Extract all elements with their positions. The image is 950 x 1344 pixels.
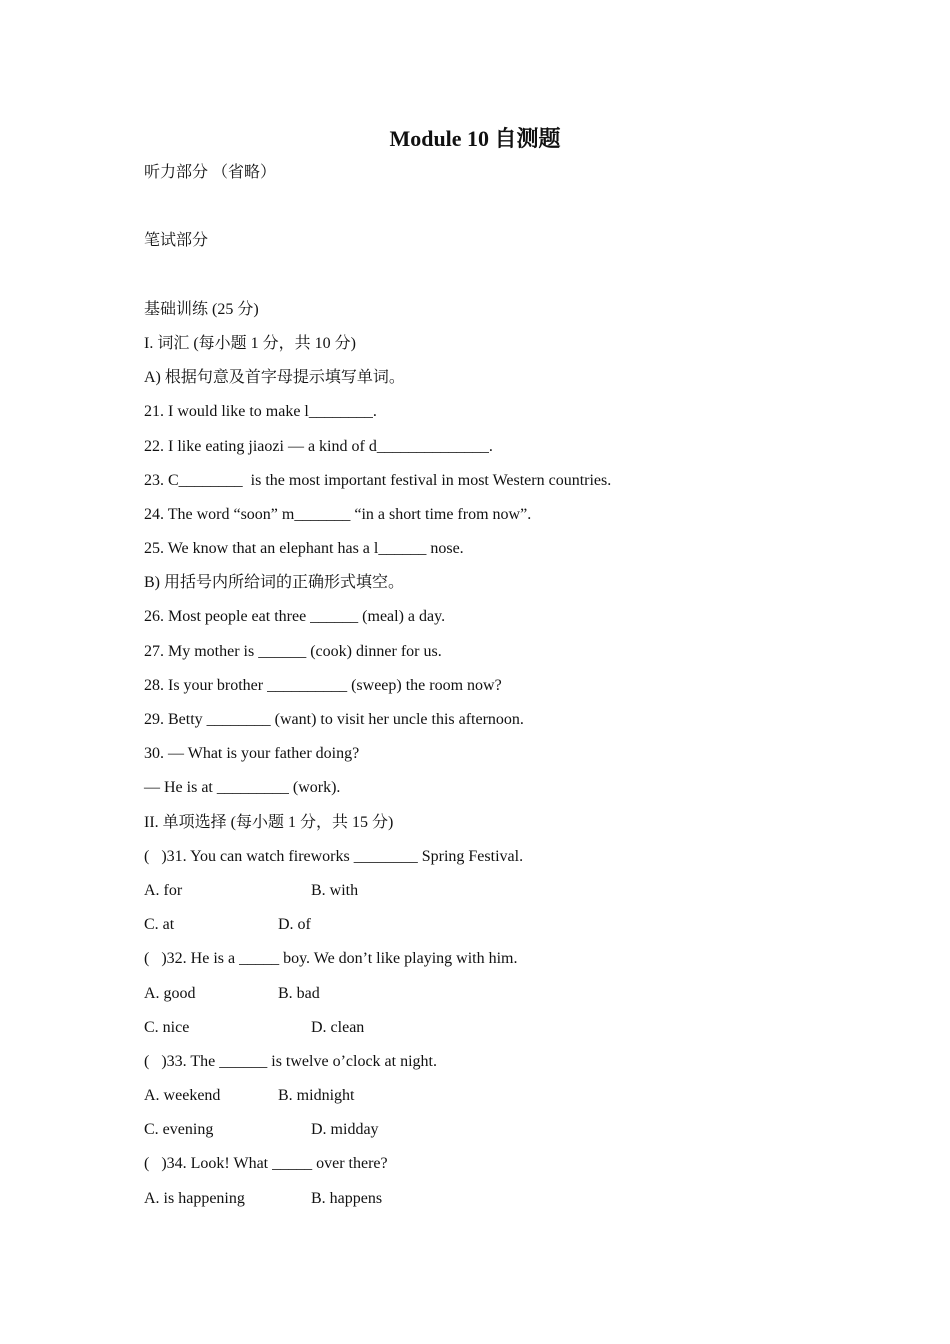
question-31: ( )31. You can watch fireworks ________ Spring Festival. [144, 847, 524, 865]
document-body [144, 161, 824, 1221]
options-row [144, 982, 824, 1016]
option-c: C. nice [144, 1018, 190, 1036]
option-c: C. at [144, 916, 175, 934]
section-1-heading: I. 词汇 (每小题 1 分，共 10 分) [144, 334, 356, 352]
option-d: D. clean [311, 1018, 365, 1036]
options-row [144, 1118, 824, 1152]
question-29: 29. Betty ________ (want) to visit her uncle this afternoon. [144, 711, 524, 728]
question-33: ( )33. The ______ is twelve o’clock at night. [144, 1052, 437, 1070]
listening-section-label: 听力部分 （省略） [144, 164, 277, 181]
question-30-answer: — He is at _________ (work). [144, 779, 341, 797]
option-b: B. midnight [278, 1087, 355, 1105]
question-24: 24. The word “soon” m_______ “in a short time from now”. [144, 505, 532, 523]
options-row [144, 879, 824, 913]
basic-training-heading: 基础训练 (25 分) [144, 300, 259, 318]
part-b-instruction: B) 用括号内所给词的正确形式填空。 [144, 574, 405, 592]
question-32: ( )32. He is a _____ boy. We don’t like playing with him. [144, 950, 518, 968]
question-28: 28. Is your brother __________ (sweep) the room now? [144, 676, 502, 694]
option-a: A. is happening [144, 1189, 245, 1207]
option-d: D. midday [311, 1121, 379, 1139]
options-row [144, 1084, 824, 1118]
question-23: 23. C________ is the most important festival in most Western countries. [144, 471, 612, 489]
question-27: 27. My mother is ______ (cook) dinner for us. [144, 642, 442, 660]
question-25: 25. We know that an elephant has a l______ nose. [144, 540, 464, 558]
option-c: C. evening [144, 1121, 214, 1139]
option-b: B. happens [311, 1189, 383, 1207]
part-a-instruction: A) 根据句意及首字母提示填写单词。 [144, 369, 405, 387]
written-section-label: 笔试部分 [144, 232, 209, 250]
option-b: B. bad [278, 984, 320, 1002]
question-30: 30. — What is your father doing? [144, 745, 360, 763]
option-a: A. weekend [144, 1087, 221, 1105]
options-row [144, 1187, 824, 1221]
page-title: Module 10 自测题 [389, 126, 561, 151]
question-22: 22. I like eating jiaozi — a kind of d______________. [144, 437, 493, 455]
question-26: 26. Most people eat three ______ (meal) a day. [144, 608, 446, 626]
options-row [144, 913, 824, 947]
question-21: 21. I would like to make l________. [144, 403, 377, 421]
question-34: ( )34. Look! What _____ over there? [144, 1155, 388, 1173]
section-2-heading: II. 单项选择 (每小题 1 分，共 15 分) [144, 813, 394, 831]
option-d: D. of [278, 916, 311, 934]
option-a: A. for [144, 881, 183, 899]
option-b: B. with [311, 881, 359, 899]
option-a: A. good [144, 984, 196, 1002]
options-row [144, 1016, 824, 1050]
